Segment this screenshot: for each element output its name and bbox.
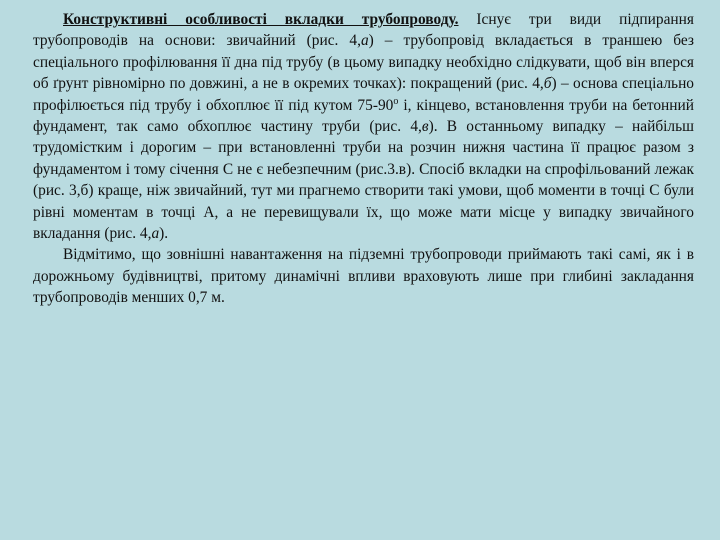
paragraph-text-part: і, кінцево, встановлення труби на бетонний фундамент, так само обхоплює частину труби (рис. 4, bbox=[33, 96, 694, 136]
slide-text-block bbox=[33, 9, 694, 309]
paragraph-text-part: Існує три види підпирання трубопроводів на основи: звичайний (рис. 4, bbox=[33, 11, 694, 50]
figure-ref: а bbox=[360, 32, 369, 50]
paragraph-text-part: ) – основа спеціально профілюється під трубу і обхоплює її під кутом 75-90 bbox=[33, 75, 695, 114]
figure-ref: б bbox=[543, 75, 552, 93]
figure-ref: в bbox=[421, 118, 429, 136]
degree-mark: о bbox=[393, 95, 399, 107]
paragraph-external-loads: Відмітимо, що зовнішні навантаження на підземні трубопроводи приймають такі самі, як і в дорожньому будівництві, притому динамічні впливи враховують лише при глибині закладання трубопроводів менших 0,7 м. bbox=[33, 246, 694, 307]
section-heading: Конструктивні особливості вкладки трубопроводу. bbox=[63, 11, 459, 28]
paragraph-construction-features bbox=[33, 9, 694, 244]
paragraph-text-part: ) – трубопровід вкладається в траншею без спеціального профілювання її дна під трубу (в цьому випадку необхідно слідкувати, щоб він вперся об ґрунт рівномірно по довжині, а не в окремих точках): покращений (рис. 4, bbox=[33, 32, 694, 93]
figure-ref: а bbox=[151, 225, 160, 243]
paragraph-text-part: ). bbox=[159, 225, 169, 243]
paragraph-text-part: ). В останньому випадку – найбільш трудомістким і дорогим – при встановленні труби на розчин нижня частина її працює разом з фундаментом і тому січення С не є небезпечним (рис.3.в). Спосіб вкладки на спрофільований лежак (рис. 3,б) краще, ніж звичайний, тут ми прагнемо створити такі умови, щоб моменти в точці С були рівні моментам в точці А, а не перевищували їх, що може мати місце у випадку звичайного вкладання (рис. 4, bbox=[33, 118, 694, 243]
